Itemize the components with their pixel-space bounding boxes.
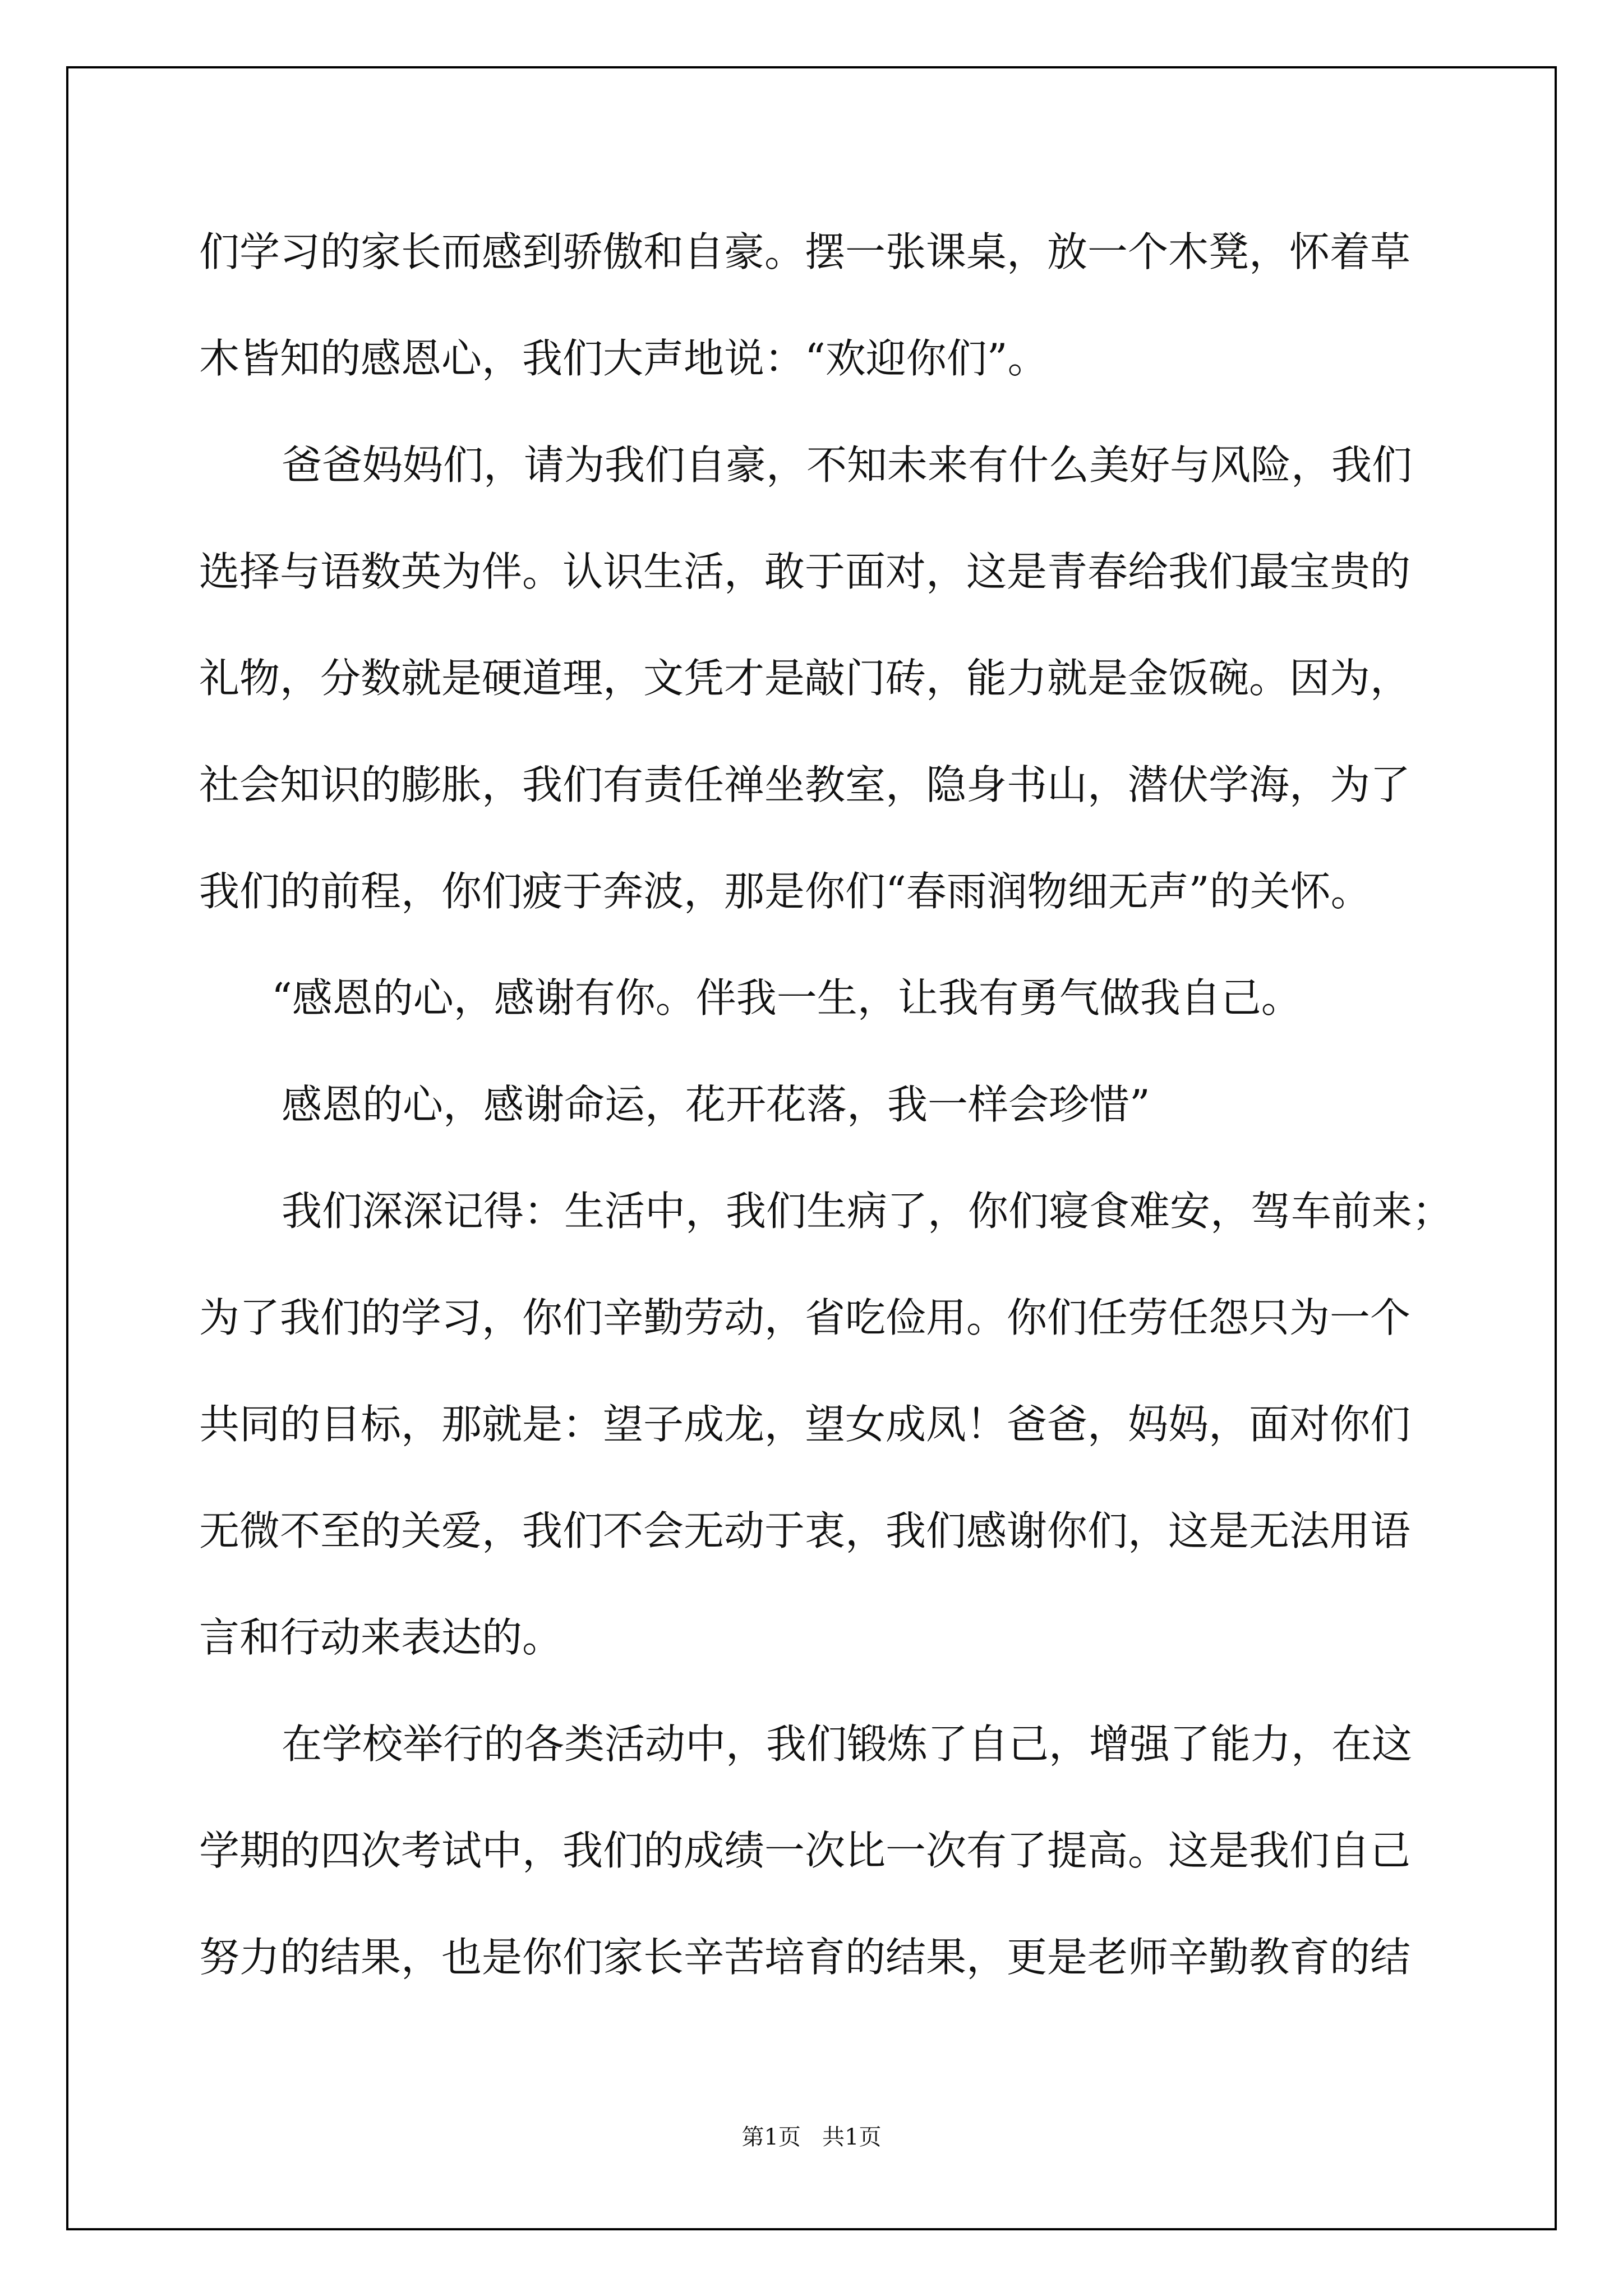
text-line: 们学习的家长而感到骄傲和自豪。摆一张课桌，放一个木凳，怀着草 xyxy=(199,228,1411,275)
text-line: 木皆知的感恩心，我们大声地说：“欢迎你们”。 xyxy=(199,335,1048,382)
text-line: “感恩的心，感谢有你。伴我一生，让我有勇气做我自己。 xyxy=(271,974,1302,1022)
page-number-footer: 第1页 共1页 xyxy=(741,2124,882,2150)
text-line: 无微不至的关爱，我们不会无动于衷，我们感谢你们，这是无法用语 xyxy=(199,1507,1411,1554)
text-line: 爸爸妈妈们，请为我们自豪，不知未来有什么美好与风险，我们 xyxy=(282,441,1413,489)
text-line: 为了我们的学习，你们辛勤劳动，省吃俭用。你们任劳任怨只为一个 xyxy=(199,1294,1411,1341)
text-line: 选择与语数英为伴。认识生活，敢于面对，这是青春给我们最宝贵的 xyxy=(199,548,1411,595)
text-line: 在学校举行的各类活动中，我们锻炼了自己，增强了能力，在这 xyxy=(282,1720,1413,1768)
text-line: 感恩的心，感谢命运，花开花落，我一样会珍惜” xyxy=(282,1081,1150,1128)
text-line: 学期的四次考试中，我们的成绩一次比一次有了提高。这是我们自己 xyxy=(199,1827,1411,1874)
text-line: 言和行动来表达的。 xyxy=(199,1614,563,1661)
text-line: 礼物，分数就是硬道理，文凭才是敲门砖，能力就是金饭碗。因为， xyxy=(199,655,1411,702)
text-line: 共同的目标，那就是：望子成龙，望女成凤！爸爸，妈妈，面对你们 xyxy=(199,1401,1411,1448)
text-line: 我们的前程，你们疲于奔波，那是你们“春雨润物细无声”的关怀。 xyxy=(199,868,1371,915)
text-line: 社会知识的膨胀，我们有责任禅坐教室，隐身书山，潜伏学海，为了 xyxy=(199,761,1411,808)
page-border xyxy=(66,66,1557,2230)
text-line: 我们深深记得：生活中，我们生病了，你们寝食难安，驾车前来； xyxy=(282,1188,1453,1235)
text-line: 努力的结果，也是你们家长辛苦培育的结果，更是老师辛勤教育的结 xyxy=(199,1934,1411,1981)
